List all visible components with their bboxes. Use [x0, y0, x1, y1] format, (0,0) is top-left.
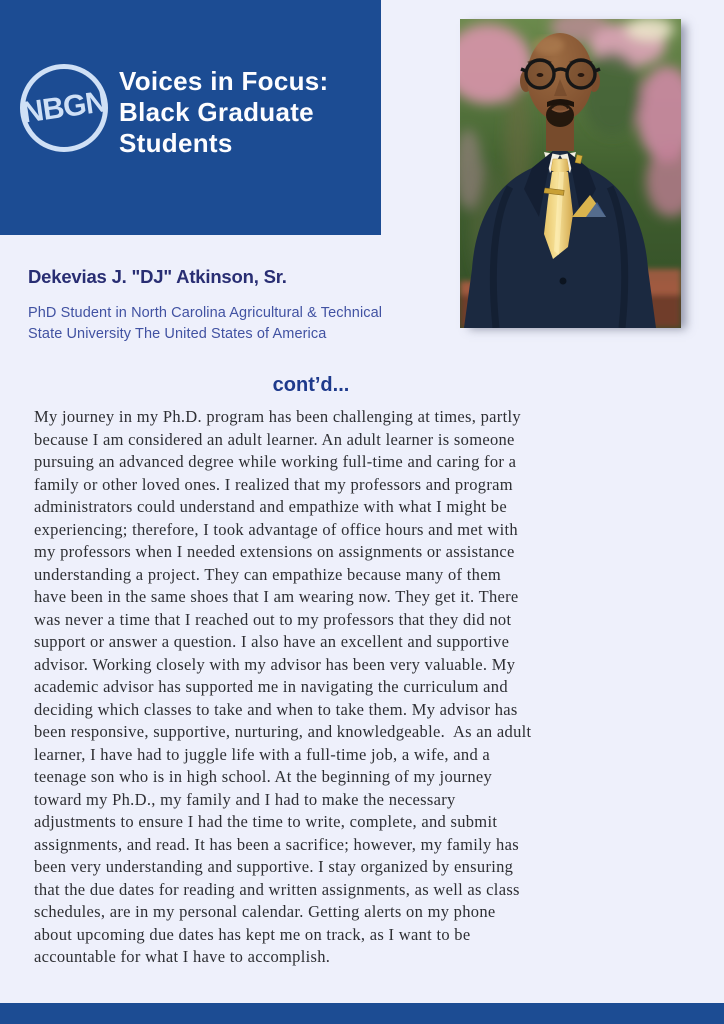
page-title	[119, 66, 328, 159]
text-line: advisor. Working closely with my advisor has been very valuable. My	[34, 654, 516, 674]
text-line: have been in the same shoes that I am wearing now. They get it. There	[34, 587, 519, 606]
profile-subtitle	[28, 303, 382, 345]
nbgn-logo-text: NBGN	[19, 85, 108, 130]
text-line: My journey in my Ph.D. program has been challenging at times, partly	[34, 407, 521, 426]
text-line: was never a time that I reached out to my professors that they did not	[34, 609, 512, 629]
text-line: been very understanding and supportive. I stay organized by ensuring	[34, 857, 514, 876]
jacket-button	[560, 278, 567, 285]
nbgn-logo	[20, 64, 108, 152]
text-line: toward my Ph.D., my family and I had to make the necessary	[34, 789, 456, 809]
text-line: Voices in Focus:	[119, 66, 329, 96]
header-banner	[0, 0, 381, 235]
text-line: experiencing; therefore, I took advantage of office hours and met with	[34, 519, 518, 539]
text-line: understanding a project. They can empathize because many of them	[34, 564, 501, 584]
text-line: administrators could understand and empathize with what I might be	[34, 497, 507, 516]
footer-bar	[0, 1003, 724, 1024]
text-line: assignments, and read. It has been a sacrifice; however, my family has	[34, 834, 519, 854]
text-line: pursuing an advanced degree while working full-time and caring for a	[34, 452, 517, 471]
text-line: support or answer a question. I also have an excellent and supportive	[34, 632, 510, 651]
text-line: Black Graduate	[119, 97, 314, 127]
text-line: accountable for what I have to accomplish.	[34, 947, 331, 966]
text-line: teenage son who is in high school. At the beginning of my journey	[34, 767, 493, 786]
text-line: Students	[119, 128, 233, 158]
article-body	[34, 406, 531, 969]
section-heading: cont’d...	[272, 374, 350, 396]
text-line: schedules, are in my personal calendar. Getting alerts on my phone	[34, 902, 496, 921]
profile-name: Dekevias J. "DJ" Atkinson, Sr.	[28, 266, 287, 287]
text-line: family or other loved ones. I realized that my professors and program	[34, 474, 513, 494]
text-line: been responsive, supportive, nurturing, and knowledgeable. As an adult	[34, 722, 532, 741]
text-line: because I am considered an adult learner. An adult learner is someone	[34, 429, 515, 449]
portrait-illustration	[460, 19, 681, 328]
text-line: State University The United States of America	[28, 326, 327, 342]
profile-photo	[460, 19, 681, 328]
text-line: deciding which classes to take and when to take them. My advisor has	[34, 699, 518, 719]
text-line: academic advisor has supported me in navigating the curriculum and	[34, 677, 508, 696]
text-line: my professors when I needed extensions on assignments or assistance	[34, 542, 515, 561]
text-line: that the due dates for reading and written assignments, as well as class	[34, 879, 520, 899]
text-line: learner, I have had to juggle life with a full-time job, a wife, and a	[34, 744, 491, 764]
text-line: about upcoming due dates has kept me on track, as I want to be	[34, 924, 471, 944]
text-line: PhD Student in North Carolina Agricultural & Technical	[28, 305, 383, 321]
text-line: adjustments to ensure I had the time to write, complete, and submit	[34, 812, 498, 831]
